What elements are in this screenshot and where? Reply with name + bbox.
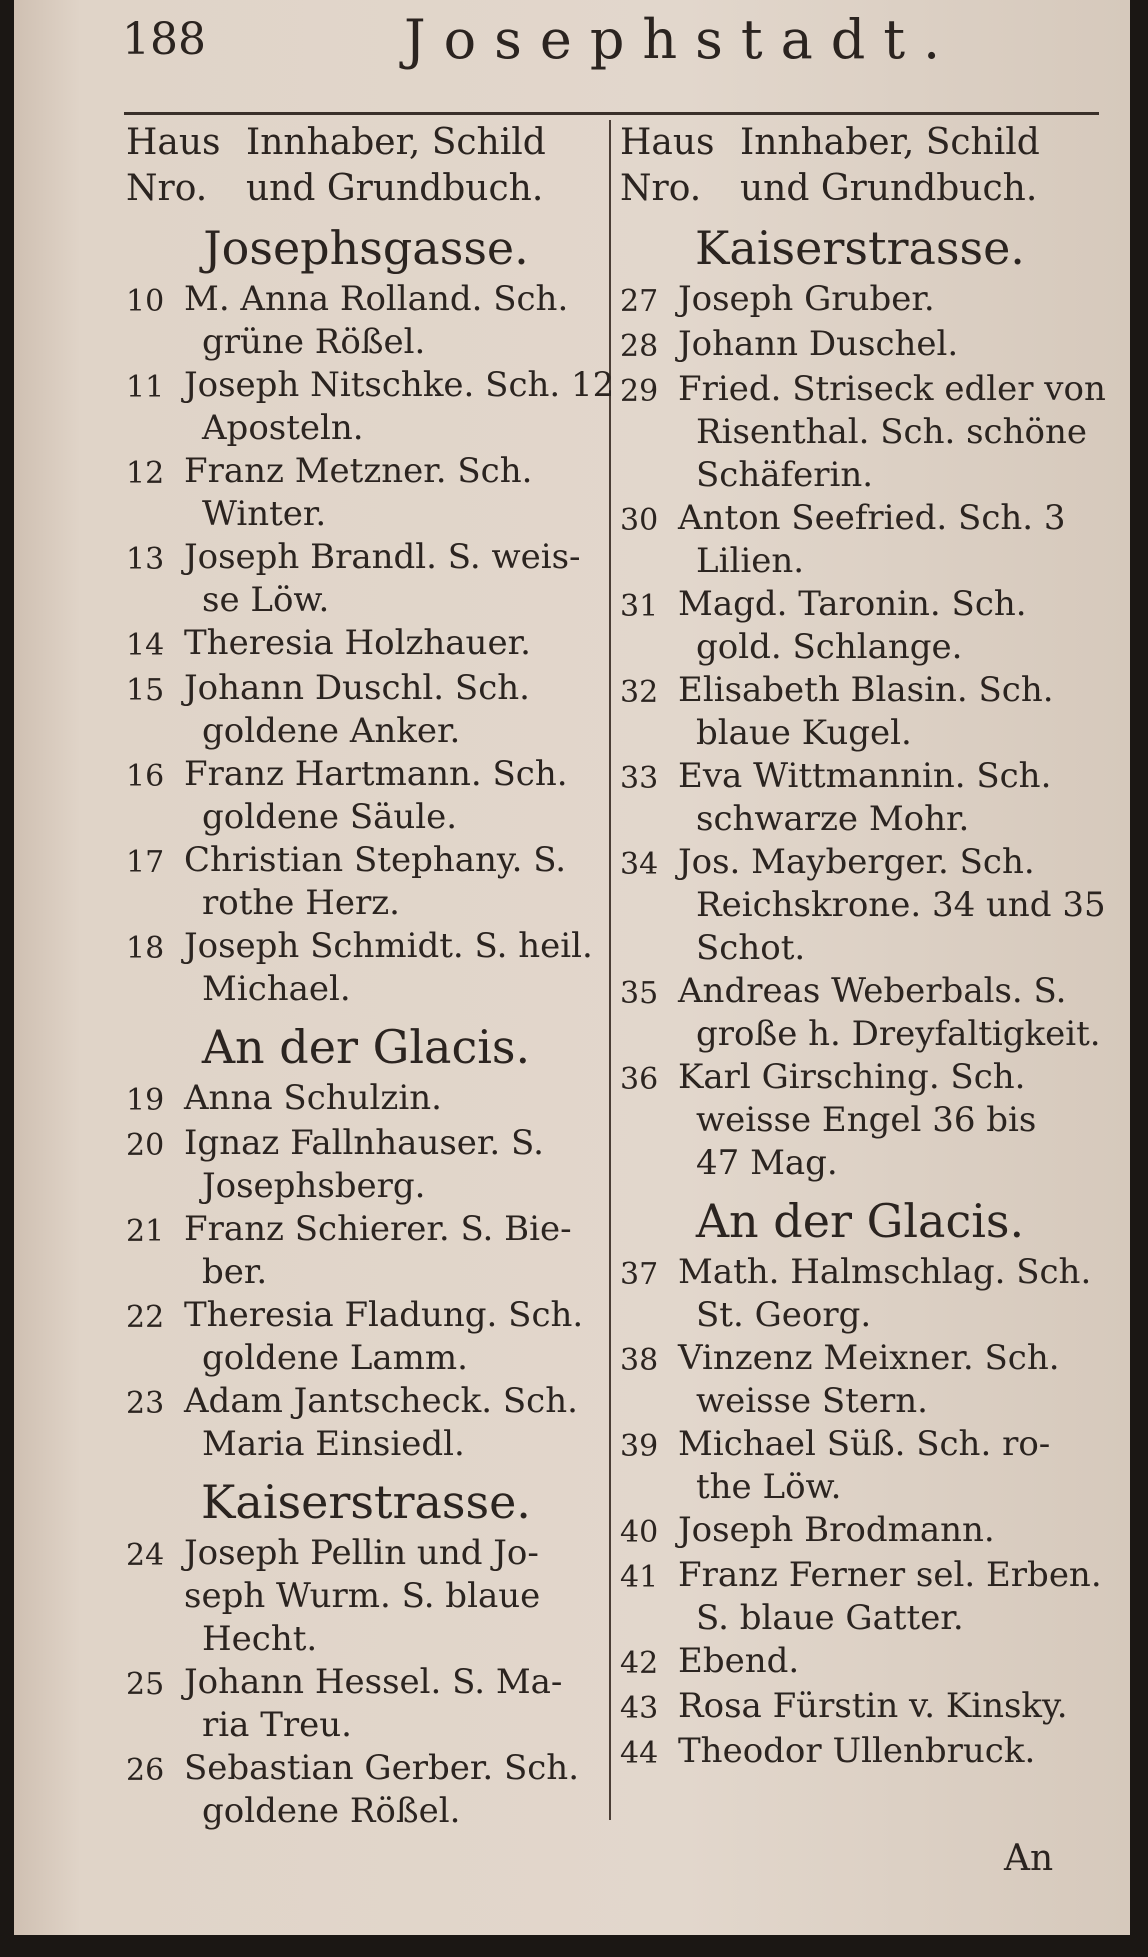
house-entry xyxy=(126,1747,606,1833)
sign-line: Michael. xyxy=(202,969,351,1009)
sign-line: St. Georg. xyxy=(696,1295,872,1335)
book-page xyxy=(14,0,1130,1935)
house-entry xyxy=(126,450,606,536)
owner-line: Joseph Nitschke. Sch. 12 xyxy=(184,365,615,405)
house-entry xyxy=(126,1077,606,1122)
house-entry xyxy=(620,1685,1100,1730)
owner-line: Sebastian Gerber. Sch. xyxy=(184,1748,580,1788)
house-entry xyxy=(126,925,606,1011)
header-grundbuch: und Grundbuch. xyxy=(740,168,1038,209)
house-number: 22 xyxy=(126,1300,165,1335)
house-entry xyxy=(620,1423,1100,1509)
house-entry xyxy=(126,1294,606,1380)
house-entry xyxy=(620,669,1100,755)
sign-line: weisse Engel 36 bis xyxy=(696,1100,1037,1140)
sign-line: Josephsberg. xyxy=(202,1166,426,1206)
house-entry xyxy=(126,1380,606,1466)
sign-line: Schäferin. xyxy=(696,455,874,495)
house-number: 17 xyxy=(126,845,165,880)
sign-line: goldene Säule. xyxy=(202,797,458,837)
house-number: 25 xyxy=(126,1667,165,1702)
sign-line: schwarze Mohr. xyxy=(696,799,970,839)
house-number: 35 xyxy=(620,976,659,1011)
header-haus: Haus xyxy=(126,122,221,163)
house-number: 38 xyxy=(620,1343,659,1378)
house-number: 26 xyxy=(126,1753,165,1788)
house-number: 19 xyxy=(126,1083,165,1118)
owner-line: Johann Hessel. S. Ma- xyxy=(184,1662,563,1702)
column-header xyxy=(126,120,606,212)
header-rule xyxy=(124,112,1099,115)
sign-line: 47 Mag. xyxy=(696,1143,838,1183)
house-number: 42 xyxy=(620,1646,659,1681)
sign-line: gold. Schlange. xyxy=(696,627,963,667)
house-number: 36 xyxy=(620,1062,659,1097)
owner-line: Theodor Ullenbruck. xyxy=(678,1731,1036,1771)
house-number: 16 xyxy=(126,759,165,794)
page-number: 188 xyxy=(122,14,206,65)
house-number: 21 xyxy=(126,1214,165,1249)
owner-line: Math. Halmschlag. Sch. xyxy=(678,1252,1092,1292)
sign-line: Hecht. xyxy=(202,1619,318,1659)
house-entry xyxy=(620,583,1100,669)
house-number: 12 xyxy=(126,456,165,491)
sign-line: Risenthal. Sch. schöne xyxy=(696,412,1087,452)
house-entry xyxy=(126,839,606,925)
sign-line: Reichskrone. 34 und 35 xyxy=(696,885,1106,925)
house-entry xyxy=(126,1532,606,1661)
owner-line: Anton Seefried. Sch. 3 xyxy=(678,498,1066,538)
house-number: 43 xyxy=(620,1691,659,1726)
house-number: 31 xyxy=(620,589,659,624)
house-entry xyxy=(620,755,1100,841)
owner-line: Michael Süß. Sch. ro- xyxy=(678,1424,1051,1464)
owner-line: Franz Metzner. Sch. xyxy=(184,451,533,491)
house-entry xyxy=(620,323,1100,368)
house-number: 27 xyxy=(620,284,659,319)
owner-line: Franz Ferner sel. Erben. xyxy=(678,1555,1102,1595)
owner-line: Fried. Striseck edler von xyxy=(678,369,1106,409)
house-entry xyxy=(620,1337,1100,1423)
owner-line: Joseph Gruber. xyxy=(678,279,935,319)
house-number: 10 xyxy=(126,284,165,319)
house-number: 30 xyxy=(620,503,659,538)
sign-line: Lilien. xyxy=(696,541,805,581)
house-number: 23 xyxy=(126,1386,165,1421)
house-number: 39 xyxy=(620,1429,659,1464)
owner-line: Theresia Fladung. Sch. xyxy=(184,1295,584,1335)
house-entry xyxy=(126,1661,606,1747)
owner-line: Ignaz Fallnhauser. S. xyxy=(184,1123,544,1163)
house-number: 33 xyxy=(620,761,659,796)
house-entry xyxy=(126,622,606,667)
header-grundbuch: und Grundbuch. xyxy=(246,168,544,209)
street-heading: An der Glacis. xyxy=(695,1194,1025,1248)
house-number: 20 xyxy=(126,1128,165,1163)
owner-line: Eva Wittmannin. Sch. xyxy=(678,756,1052,796)
house-entry xyxy=(620,841,1106,970)
sign-line: goldene Rößel. xyxy=(202,1791,461,1831)
house-entry xyxy=(126,667,606,753)
sign-line: Winter. xyxy=(202,494,327,534)
house-entry xyxy=(620,278,1100,323)
house-entry xyxy=(126,278,606,364)
owner-line: Joseph Schmidt. S. heil. xyxy=(184,926,593,966)
owner-line: Franz Hartmann. Sch. xyxy=(184,754,568,794)
sign-line: se Löw. xyxy=(202,580,330,620)
owner-line: Elisabeth Blasin. Sch. xyxy=(678,670,1054,710)
header-owner: Innhaber, Schild xyxy=(246,122,546,163)
owner-line: Anna Schulzin. xyxy=(184,1078,442,1118)
owner-line: Joseph Brodmann. xyxy=(678,1510,995,1550)
running-head: Josephstadt. xyxy=(404,8,959,71)
house-entry xyxy=(126,1122,606,1208)
owner-line: Johann Duschl. Sch. xyxy=(184,668,530,708)
house-entry xyxy=(126,753,606,839)
owner-line: Christian Stephany. S. xyxy=(184,840,567,880)
sign-line: große h. Dreyfaltigkeit. xyxy=(696,1014,1101,1054)
house-entry xyxy=(126,1208,606,1294)
house-entry xyxy=(620,1251,1100,1337)
house-number: 44 xyxy=(620,1736,659,1771)
house-entry xyxy=(126,364,615,450)
house-entry xyxy=(620,497,1100,583)
house-number: 14 xyxy=(126,628,165,663)
sign-line: ria Treu. xyxy=(202,1705,352,1745)
sign-line: S. blaue Gatter. xyxy=(696,1598,964,1638)
sign-line: ber. xyxy=(202,1252,268,1292)
left-column xyxy=(126,120,615,1833)
owner-line: Johann Duschel. xyxy=(678,324,959,364)
owner-line: Magd. Taronin. Sch. xyxy=(678,584,1027,624)
sign-line: the Löw. xyxy=(696,1467,842,1507)
house-number: 29 xyxy=(620,374,659,409)
sign-line: grüne Rößel. xyxy=(202,322,426,362)
owner-line: Jos. Mayberger. Sch. xyxy=(678,842,1035,882)
header-nro: Nro. xyxy=(620,168,702,209)
header-nro: Nro. xyxy=(126,168,208,209)
right-column xyxy=(620,120,1106,1775)
sign-line: Schot. xyxy=(696,928,806,968)
house-number: 40 xyxy=(620,1515,659,1550)
street-heading: Josephsgasse. xyxy=(203,221,529,275)
column-header xyxy=(620,120,1100,212)
house-entry xyxy=(620,970,1100,1056)
sign-line: blaue Kugel. xyxy=(696,713,912,753)
sign-line: goldene Lamm. xyxy=(202,1338,468,1378)
house-entry xyxy=(620,1640,1100,1685)
house-number: 24 xyxy=(126,1538,165,1573)
owner-line: M. Anna Rolland. Sch. xyxy=(184,279,569,319)
owner-line: Joseph Pellin und Jo- xyxy=(184,1533,539,1573)
street-heading: An der Glacis. xyxy=(201,1020,531,1074)
sign-line: goldene Anker. xyxy=(202,711,461,751)
sign-line: rothe Herz. xyxy=(202,883,400,923)
house-number: 28 xyxy=(620,329,659,364)
house-number: 32 xyxy=(620,675,659,710)
house-entry xyxy=(620,1730,1100,1775)
house-number: 37 xyxy=(620,1257,659,1292)
header-haus: Haus xyxy=(620,122,715,163)
house-number: 13 xyxy=(126,542,165,577)
house-number: 34 xyxy=(620,847,659,882)
street-heading: Kaiserstrasse. xyxy=(201,1475,531,1529)
house-entry xyxy=(620,1509,1100,1554)
catchword: An xyxy=(1004,1838,1054,1879)
street-heading: Kaiserstrasse. xyxy=(695,221,1025,275)
owner-line: Adam Jantscheck. Sch. xyxy=(184,1381,578,1421)
house-entry xyxy=(620,1554,1100,1640)
owner-line: Karl Girsching. Sch. xyxy=(678,1057,1026,1097)
house-number: 18 xyxy=(126,931,165,966)
sign-line: Maria Einsiedl. xyxy=(202,1424,465,1464)
owner-line: Rosa Fürstin v. Kinsky. xyxy=(678,1686,1068,1726)
owner-line: Vinzenz Meixner. Sch. xyxy=(678,1338,1060,1378)
house-entry xyxy=(620,1056,1100,1185)
sign-line: Aposteln. xyxy=(202,408,364,448)
house-entry xyxy=(126,536,606,622)
owner-line: seph Wurm. S. blaue xyxy=(184,1576,541,1616)
owner-line: Andreas Weberbals. S. xyxy=(678,971,1067,1011)
owner-line: Theresia Holzhauer. xyxy=(184,623,531,663)
header-owner: Innhaber, Schild xyxy=(740,122,1040,163)
owner-line: Ebend. xyxy=(678,1641,800,1681)
owner-line: Franz Schierer. S. Bie- xyxy=(184,1209,572,1249)
sign-line: weisse Stern. xyxy=(696,1381,928,1421)
house-number: 41 xyxy=(620,1560,659,1595)
house-number: 11 xyxy=(126,370,165,405)
house-entry xyxy=(620,368,1106,497)
house-number: 15 xyxy=(126,673,165,708)
owner-line: Joseph Brandl. S. weis- xyxy=(184,537,581,577)
